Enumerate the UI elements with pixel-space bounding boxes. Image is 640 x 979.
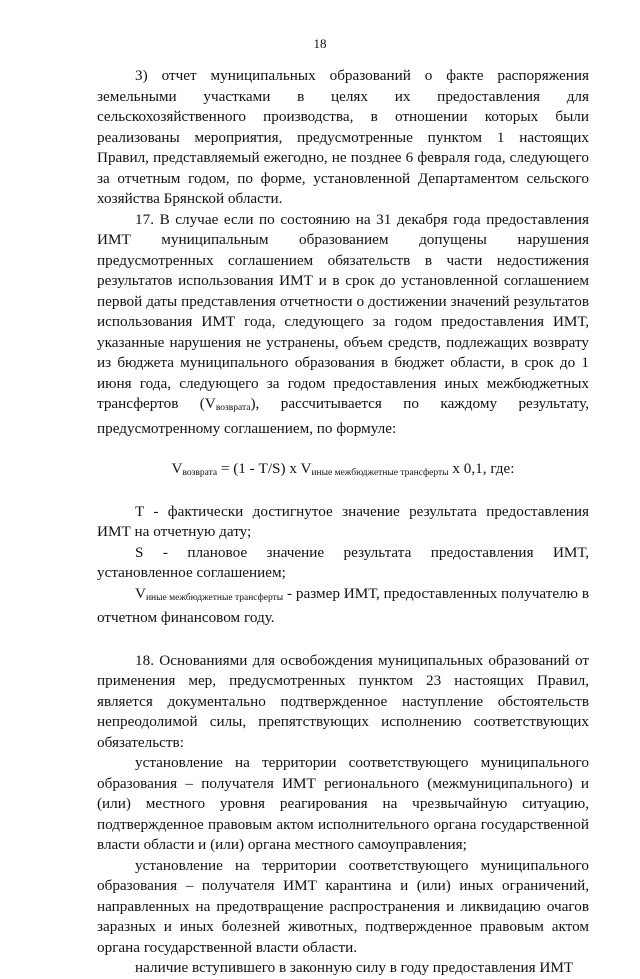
formula-lhs: V bbox=[171, 460, 183, 477]
definition-v-text: - размер ИМТ, предоставленных получателю в отчетном финансовом году. bbox=[97, 584, 589, 626]
definition-t: T - фактически достигнутое значение результата предоставления ИМТ на отчетную дату; bbox=[97, 502, 589, 540]
formula-middle: = (1 - T/S) x V bbox=[217, 460, 312, 477]
v-return-symbol: V bbox=[204, 395, 216, 412]
paragraph-17: 17. В случае если по состоянию на 31 декабря года предоставления ИМТ муниципальным образованием допущены нарушения предусмотренных соглашением обязательств в части недостижения результатов использования ИМТ и в срок до установленной соглашением первой даты представления отчетности о достижении значений результатов использования ИМТ года, следующего за годом предоставления ИМТ, указанные нарушения не устранены, объем средств, подлежащих возврату из бюджета муниципального образования в бюджет области, в срок до 1 июня года, следующего за годом предоставления иных межбюджетных трансфертов $(V_{возврата})$, рассчитывается по каждому результату, предусмотренному соглашением, по формуле: bbox=[97, 210, 589, 437]
paragraph-17-tail: ), рассчитывается по каждому результату, предусмотренному соглашением, по формуле: bbox=[97, 395, 589, 437]
formula-rhs-sub: иные межбюджетные трансферты bbox=[311, 468, 449, 478]
paragraph-18: 18. Основаниями для освобождения муниципальных образований от применения мер, предусмотренных пунктом 23 настоящих Правил, является документально подтвержденное наступление обстоятельств непреодолимой силы, препятствующих исполнению соответствующих обязательств: bbox=[97, 651, 589, 751]
definition-v bbox=[97, 584, 589, 629]
paragraph-18-court: наличие вступившего в законную силу в году предоставления ИМТ bbox=[135, 959, 574, 976]
formula-lhs-sub: возврата bbox=[182, 468, 218, 478]
definition-v-symbol: V bbox=[135, 584, 146, 602]
definition-v-sub: иные межбюджетные трансферты bbox=[145, 592, 284, 603]
paragraph-18-emergency: установление на территории соответствующего муниципального образования – получателя ИМТ регионального (межмуниципального) и (или) местного уровня реагирования на чрезвычайную ситуацию, подтвержденное правовым актом исполнительного органа государственной власти области и (или) органа местного самоуправления; bbox=[97, 754, 589, 853]
formula bbox=[97, 439, 589, 502]
v-return-subscript: возврата bbox=[215, 403, 251, 413]
definition-s: S - плановое значение результата предоставления ИМТ, установленное соглашением; bbox=[97, 543, 589, 581]
paragraph-18-quarantine: установление на территории соответствующего муниципального образования – получателя ИМТ карантина и (или) иных ограничений, направленных на предотвращение распространения и ликвидацию очагов заразных и иных болезней животных, подтвержденное правовым актом органа государственной власти области. bbox=[97, 856, 589, 956]
paragraph-17-text: 17. В случае если по состоянию на 31 декабря года предоставления ИМТ муниципальным образованием допущены нарушения предусмотренных соглашением обязательств в части недостижения результатов использования ИМТ и в срок до установленной соглашением первой даты представления отчетности о достижении значений результатов использования ИМТ года, следующего за годом предоставления ИМТ, указанные нарушения не устранены, объем средств, подлежащих возврату из бюджета муниципального образования в бюджет области, в срок до 1 июня года, следующего за годом предоставления иных межбюджетных трансфертов bbox=[97, 210, 589, 412]
page-number: 18 bbox=[313, 36, 327, 51]
section-spacer bbox=[97, 629, 589, 651]
formula-tail: x 0,1, где: bbox=[448, 460, 515, 477]
document-body bbox=[97, 66, 589, 979]
paragraph-item-3: 3) отчет муниципальных образований о факте распоряжения земельными участками в целях их предоставления для сельскохозяйственного производства, в отношении которых были реализованы мероприятия, предусмотренные пунктом 1 настоящих Правил, представляемый ежегодно, не позднее 6 февраля года, следующего за отчетным годом, по форме, установленной Департаментом сельского хозяйства Брянской области. bbox=[97, 67, 589, 207]
